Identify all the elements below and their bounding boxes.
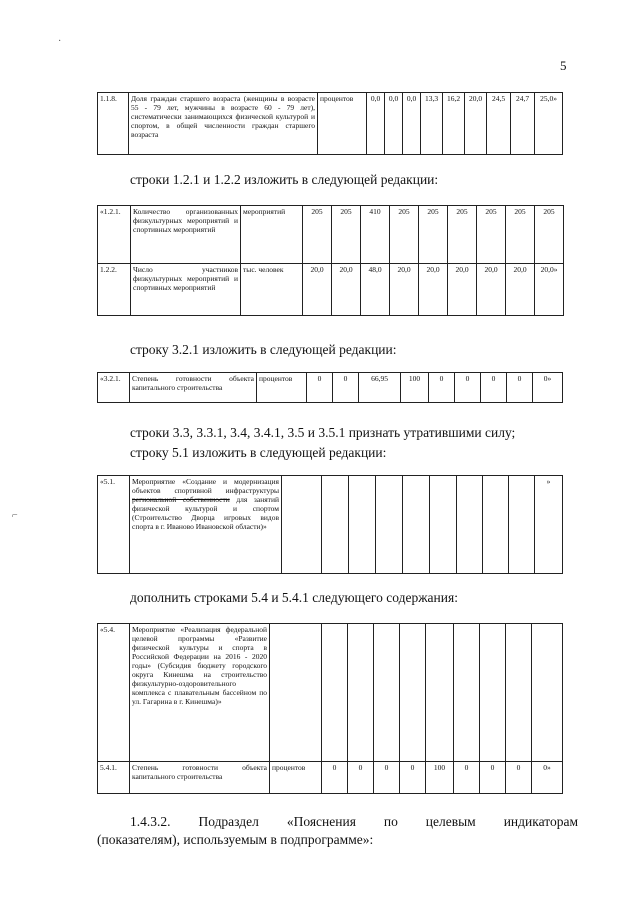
value-cell: 0 — [348, 762, 374, 794]
row-unit: тыс. человек — [241, 264, 303, 316]
row-number: 1.2.2. — [98, 264, 131, 316]
value-cell: 20,0 — [448, 264, 477, 316]
value-cell: 205 — [535, 206, 564, 264]
row-name-part2: для занятий физической культурой и спортом (Строительство Дворца игровых видов спорта в г. Иваново Ивановской области)» — [132, 495, 279, 531]
value-cell: 24,7 — [511, 93, 535, 155]
table-row — [98, 93, 563, 155]
page-number: 5 — [560, 58, 567, 73]
value-cell — [374, 624, 400, 762]
row-number: «3.2.1. — [98, 373, 130, 403]
row-number: «5.4. — [98, 624, 130, 762]
value-cell — [532, 624, 563, 762]
paragraph-line-1 — [130, 812, 578, 831]
table-row — [98, 264, 564, 316]
value-cell — [457, 476, 483, 574]
value-cell: » — [535, 476, 563, 574]
value-cell: 20,0 — [506, 264, 535, 316]
value-cell: 24,5 — [487, 93, 511, 155]
value-cell — [509, 476, 535, 574]
value-cell — [322, 476, 349, 574]
value-cell: 20,0 — [477, 264, 506, 316]
value-cell: 66,95 — [359, 373, 401, 403]
value-cell: 0 — [307, 373, 333, 403]
value-cell: 0 — [333, 373, 359, 403]
value-cell — [480, 624, 506, 762]
margin-dash: ⌐ — [12, 510, 18, 521]
paragraph-word: по — [383, 814, 398, 829]
row-name: Количество организованных физкультурных мероприятий и спортивных мероприятий — [131, 206, 241, 264]
value-cell — [400, 624, 426, 762]
value-cell: 0 — [429, 373, 455, 403]
paragraph-1-4-3-2 — [130, 812, 578, 831]
row-unit: процентов — [257, 373, 307, 403]
row-unit: мероприятий — [241, 206, 303, 264]
value-cell: 100 — [426, 762, 454, 794]
value-cell: 205 — [506, 206, 535, 264]
row-unit: процентов — [270, 762, 322, 794]
heading-row-3-2-1: строку 3.2.1 изложить в следующей редакции: — [130, 342, 397, 357]
heading-add-rows: дополнить строками 5.4 и 5.4.1 следующего содержания: — [130, 590, 458, 605]
row-name: Степень готовности объекта капитального строительства — [130, 762, 270, 794]
value-cell: 0 — [454, 762, 480, 794]
value-cell: 205 — [390, 206, 419, 264]
row-name — [130, 476, 282, 574]
paragraph-word: 1.4.3.2. — [130, 814, 171, 829]
row-name-part1: Мероприятие «Создание и модернизация объектов спортивной инфраструктуры — [132, 477, 279, 495]
value-cell — [403, 476, 430, 574]
value-cell — [348, 624, 374, 762]
table-row — [98, 762, 563, 794]
row-unit: процентов — [318, 93, 367, 155]
row-number: 1.1.8. — [98, 93, 129, 155]
value-cell: 20,0» — [535, 264, 564, 316]
row-unit — [282, 476, 322, 574]
value-cell — [430, 476, 457, 574]
margin-dot: · — [58, 36, 62, 47]
value-cell: 205 — [477, 206, 506, 264]
row-name: Степень готовности объекта капитального строительства — [130, 373, 257, 403]
paragraph-word: целевым — [425, 814, 476, 829]
value-cell: 205 — [448, 206, 477, 264]
table-row — [98, 624, 563, 762]
table-activity-5-4 — [97, 623, 563, 794]
value-cell: 205 — [332, 206, 361, 264]
row-name: Доля граждан старшего возраста (женщины в возрасте 55 - 79 лет, мужчины в возрасте 60 - 79 лет), систематически занимающихся физической культурой и спортом, в общей численности граждан старшего возраста — [129, 93, 318, 155]
heading-invalidate-rows: строки 3.3, 3.3.1, 3.4, 3.4.1, 3.5 и 3.5.1 признать утратившими силу; — [130, 425, 516, 440]
value-cell: 410 — [361, 206, 390, 264]
value-cell: 100 — [401, 373, 429, 403]
row-name-struck: региональной собственности — [132, 495, 230, 504]
row-name: Число участников физкультурных мероприятий и спортивных мероприятий — [131, 264, 241, 316]
table-row — [98, 373, 563, 403]
value-cell: 20,0 — [303, 264, 332, 316]
value-cell: 0 — [374, 762, 400, 794]
row-name: Мероприятие «Реализация федеральной целевой программы «Развитие физической культуры и спорта в Российской Федерации на 2016 - 2020 годы» (Субсидия бюджету городского округа Кинешма на строительство физкультурно-оздоровительного комплекса с плавательным бассейном по ул. Гагарина в г. Кинешма)» — [130, 624, 270, 762]
paragraph-word: индикаторам — [503, 814, 578, 829]
table-indicator-3-2-1 — [97, 372, 563, 403]
table-activity-5-1 — [97, 475, 563, 574]
table-row — [98, 206, 564, 264]
value-cell: 0 — [507, 373, 533, 403]
value-cell: 205 — [303, 206, 332, 264]
value-cell — [426, 624, 454, 762]
value-cell — [454, 624, 480, 762]
value-cell: 205 — [419, 206, 448, 264]
value-cell — [483, 476, 509, 574]
table-row — [98, 476, 563, 574]
value-cell: 13,3 — [421, 93, 443, 155]
value-cell: 20,0 — [465, 93, 487, 155]
value-cell: 20,0 — [419, 264, 448, 316]
value-cell: 0 — [400, 762, 426, 794]
table-indicator-1-1-8 — [97, 92, 563, 155]
value-cell: 0 — [322, 762, 348, 794]
value-cell: 0» — [532, 762, 563, 794]
heading-row-5-1: строку 5.1 изложить в следующей редакции: — [130, 445, 387, 460]
value-cell: 0,0 — [403, 93, 421, 155]
value-cell: 0 — [506, 762, 532, 794]
value-cell — [349, 476, 376, 574]
value-cell — [322, 624, 348, 762]
row-unit — [270, 624, 322, 762]
row-number: 5.4.1. — [98, 762, 130, 794]
heading-rows-1-2: строки 1.2.1 и 1.2.2 изложить в следующей редакции: — [130, 172, 439, 187]
row-number: «1.2.1. — [98, 206, 131, 264]
paragraph-word: «Пояснения — [286, 814, 356, 829]
value-cell — [376, 476, 403, 574]
value-cell: 48,0 — [361, 264, 390, 316]
value-cell: 0,0 — [385, 93, 403, 155]
table-indicators-1-2 — [97, 205, 564, 316]
value-cell: 0,0 — [367, 93, 385, 155]
value-cell: 20,0 — [390, 264, 419, 316]
value-cell: 16,2 — [443, 93, 465, 155]
row-number: «5.1. — [98, 476, 130, 574]
value-cell: 20,0 — [332, 264, 361, 316]
paragraph-word: Подраздел — [198, 814, 259, 829]
value-cell: 0 — [455, 373, 481, 403]
paragraph-line-2: (показателям), используемым в подпрограмме»: — [97, 832, 374, 847]
value-cell: 25,0» — [535, 93, 563, 155]
value-cell: 0 — [481, 373, 507, 403]
value-cell: 0 — [480, 762, 506, 794]
value-cell: 0» — [533, 373, 563, 403]
value-cell — [506, 624, 532, 762]
